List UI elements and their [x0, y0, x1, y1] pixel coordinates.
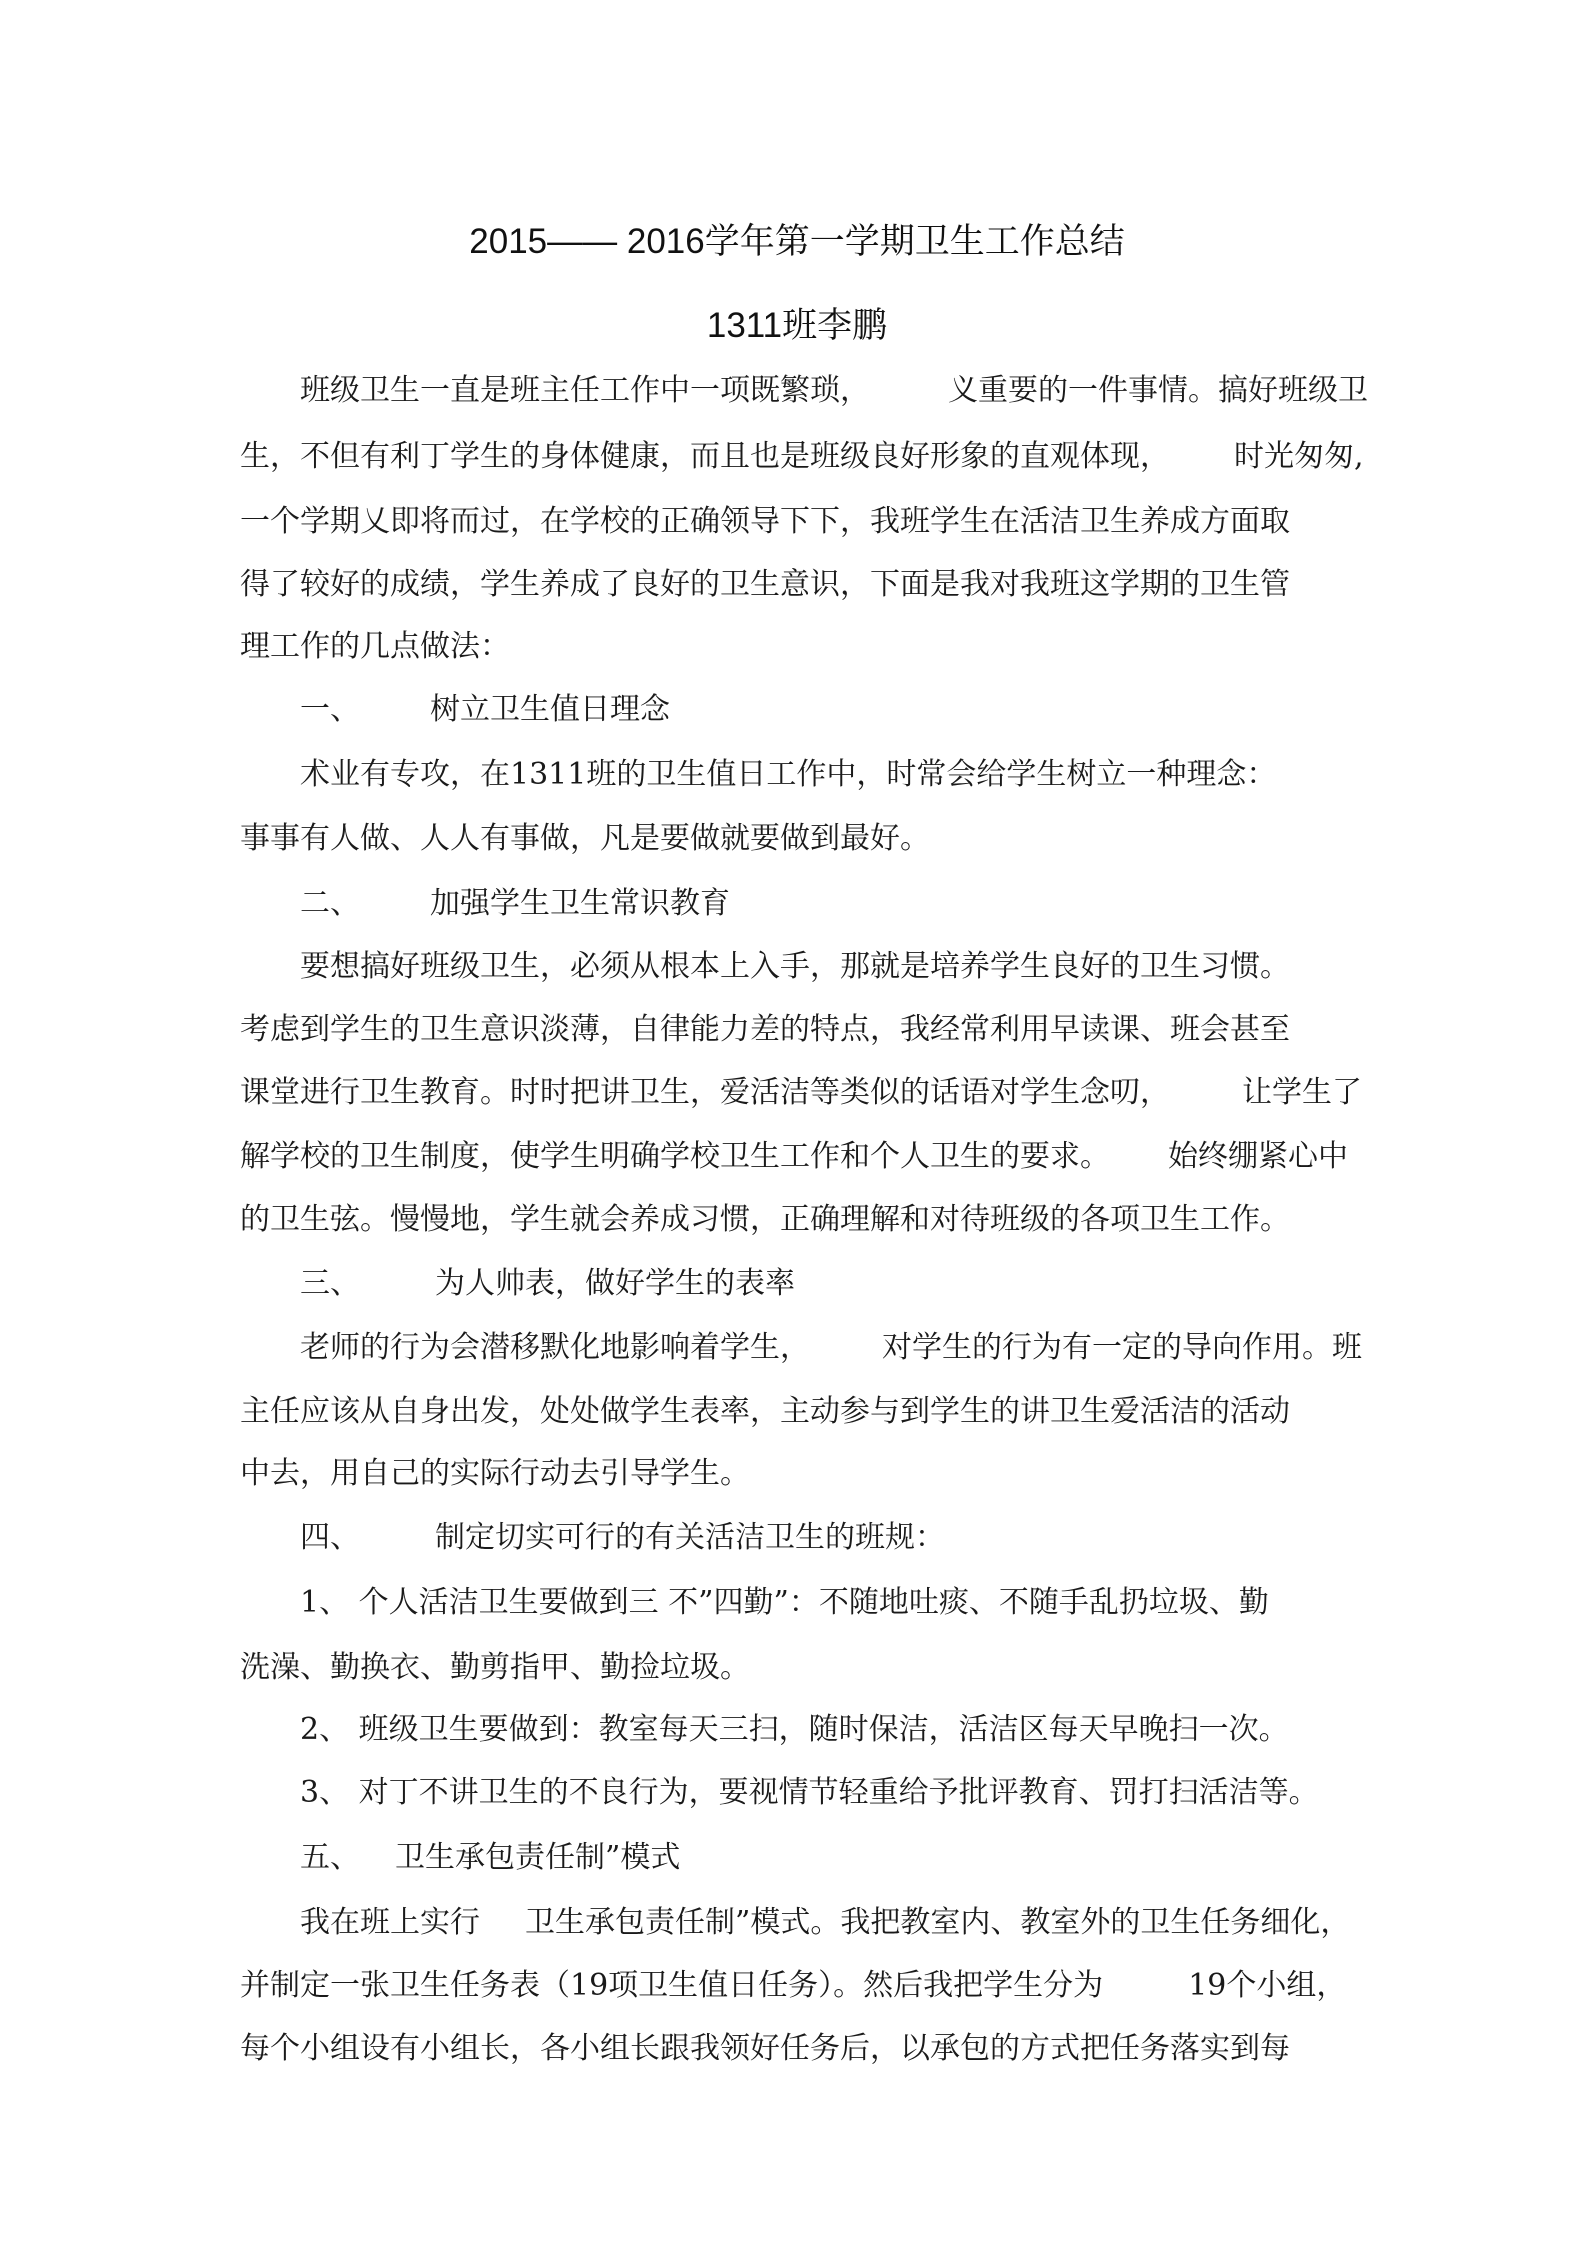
section-heading-2: 二、 加强学生卫生常识教育 [300, 886, 730, 921]
paragraph-line: 术业有专攻，在1311班的卫生值日工作中，时常会给学生树立一种理念： [300, 757, 1277, 792]
section-heading-5: 五、 卫生承包责任制”模式 [300, 1840, 681, 1875]
paragraph-line: 解学校的卫生制度，使学生明确学校卫生工作和个人卫生的要求。 始终绷紧心中 [240, 1139, 1348, 1174]
paragraph-line: 考虑到学生的卫生意识淡薄，自律能力差的特点，我经常利用早读课、班会甚至 [240, 1012, 1290, 1047]
section-heading-1: 一、 树立卫生值日理念 [300, 692, 670, 727]
paragraph-line: 并制定一张卫生任务表（19项卫生值日任务）。然后我把学生分为 19个小组， [240, 1968, 1347, 2003]
paragraph-line: 要想搞好班级卫生，必须从根本上入手，那就是培养学生良好的卫生习惯。 [300, 949, 1290, 984]
paragraph-line: 事事有人做、人人有事做，凡是要做就要做到最好。 [240, 821, 930, 856]
paragraph-line: 一个学期乂即将而过，在学校的正确领导下下，我班学生在活洁卫生养成方面取 [240, 504, 1290, 539]
section-heading-4: 四、 制定切实可行的有关活洁卫生的班规： [300, 1520, 945, 1555]
paragraph-line: 课堂进行卫生教育。时时把讲卫生，爱活洁等类似的话语对学生念叨， 让学生了 [240, 1075, 1362, 1110]
rule-item-3: 3、 对丁不讲卫生的不良行为，要视情节轻重给予批评教育、罚打扫活洁等。 [300, 1775, 1319, 1810]
paragraph-line: 生，不但有利丁学生的身体健康，而且也是班级良好形象的直观体现， 时光匆匆, [240, 439, 1364, 474]
section-heading-3: 三、 为人帅表，做好学生的表率 [300, 1266, 795, 1301]
rule-item-2: 2、 班级卫生要做到：教室每天三扫，随时保洁，活洁区每天早晚扫一次。 [300, 1712, 1289, 1747]
paragraph-line: 得了较好的成绩，学生养成了良好的卫生意识，下面是我对我班这学期的卫生管 [240, 567, 1290, 602]
paragraph-line: 老师的行为会潜移默化地影响着学生， 对学生的行为有一定的导向作用。班 [300, 1330, 1362, 1365]
document-subtitle: 1311班李鹏 [706, 306, 888, 345]
rule-item-1: 1、 个人活洁卫生要做到三 不”四勤”：不随地吐痰、不随手乱扔垃圾、勤 [300, 1585, 1269, 1620]
paragraph-line: 中去，用自己的实际行动去引导学生。 [240, 1456, 750, 1491]
paragraph-line: 每个小组设有小组长，各小组长跟我领好任务后，以承包的方式把任务落实到每 [240, 2031, 1290, 2066]
paragraph-line: 班级卫生一直是班主任工作中一项既繁琐， 义重要的一件事情。搞好班级卫 [300, 373, 1368, 408]
paragraph-line: 理工作的几点做法： [240, 629, 510, 664]
document-title: 2015—— 2016学年第一学期卫生工作总结 [469, 222, 1125, 261]
paragraph-line: 我在班上实行 卫生承包责任制”模式。我把教室内、教室外的卫生任务细化， [300, 1905, 1351, 1940]
paragraph-line: 洗澡、勤换衣、勤剪指甲、勤捡垃圾。 [240, 1650, 750, 1685]
paragraph-line: 的卫生弦。慢慢地，学生就会养成习惯，正确理解和对待班级的各项卫生工作。 [240, 1202, 1290, 1237]
paragraph-line: 主任应该从自身出发，处处做学生表率，主动参与到学生的讲卫生爱活洁的活动 [240, 1394, 1290, 1429]
